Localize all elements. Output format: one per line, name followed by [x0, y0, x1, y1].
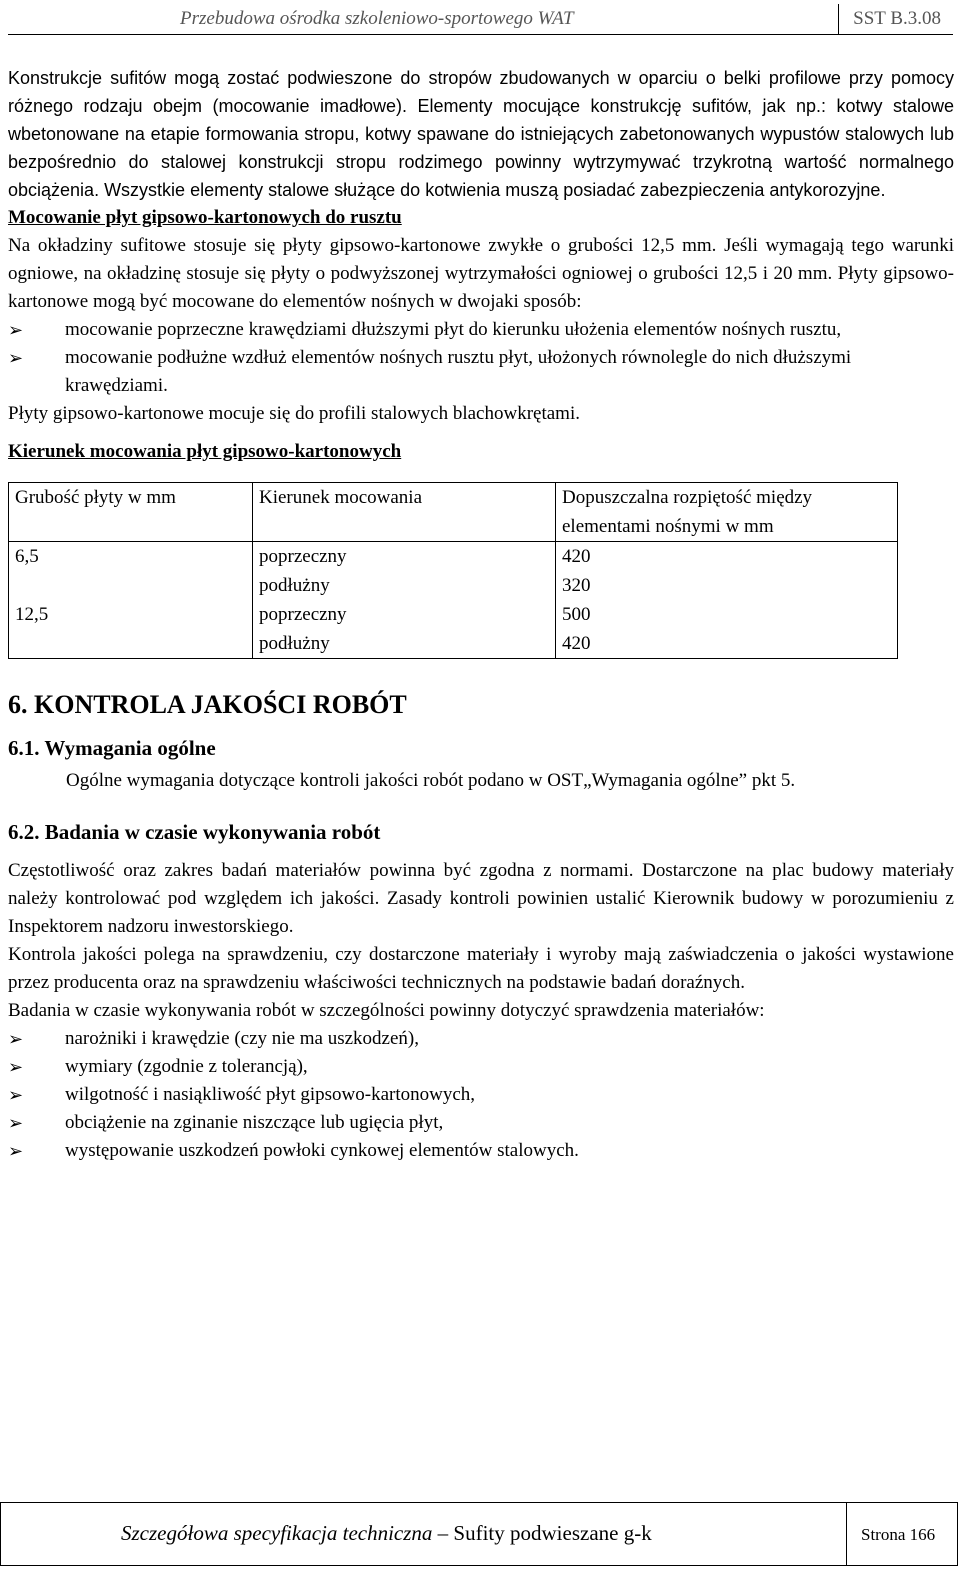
arrow-bullet-icon: ➢ — [8, 1057, 24, 1077]
arrow-bullet-icon: ➢ — [8, 1113, 24, 1133]
table-row: 6,5 poprzeczny 420 — [9, 542, 898, 572]
table-header-cell: Dopuszczalna rozpiętość między elementami nośnymi w mm — [556, 483, 898, 542]
table-header-cell: Grubość płyty w mm — [9, 483, 253, 542]
list-item: ➢ wilgotność i nasiąkliwość płyt gipsowo-kartonowych, — [8, 1081, 954, 1109]
list-item: ➢ mocowanie podłużne wzdłuż elementów nośnych rusztu płyt, ułożonych równolegle do nich dłuższymi krawędziami. — [8, 344, 954, 400]
table-header-row — [9, 483, 898, 542]
mounting-bullet-list — [8, 316, 954, 400]
intro-paragraph: Konstrukcje sufitów mogą zostać podwieszone do stropów zbudowanych w oparciu o belki profilowe przy pomocy różnego rodzaju obejm (mocowanie imadłowe). Elementy mocujące konstrukcję sufitów, jak np.: kotwy stalowe wbetonowane na etapie formowania stropu, kotwy spawane do istniejących zabetonowanych wypustów stalowych lub bezpośrednio do stalowej konstrukcji stropu rodzimego powinny wytrzymywać trzykrotną wartość normalnego obciążenia. Wszystkie elementy stalowe służące do kotwienia muszą posiadać zabezpieczenia antykorozyjne. — [8, 68, 954, 200]
section-6-2-paragraph-3: Badania w czasie wykonywania robót w szczególności powinny dotyczyć sprawdzenia materiałów: — [8, 1000, 765, 1021]
list-item: ➢ występowanie uszkodzeń powłoki cynkowej elementów stalowych. — [8, 1137, 954, 1165]
page-footer — [0, 1502, 958, 1566]
list-item: ➢ wymiary (zgodnie z tolerancją), — [8, 1053, 954, 1081]
mounting-direction-table — [8, 482, 898, 659]
arrow-bullet-icon: ➢ — [8, 348, 24, 368]
table-row: podłużny 320 — [9, 571, 898, 600]
section-6-1-text: Ogólne wymagania dotyczące kontroli jakości robót podano w OST„Wymagania ogólne” pkt 5. — [66, 770, 796, 791]
section-6-1-title: 6.1. Wymagania ogólne — [8, 736, 216, 760]
header-divider — [838, 4, 839, 34]
arrow-bullet-icon: ➢ — [8, 1085, 24, 1105]
arrow-bullet-icon: ➢ — [8, 1141, 24, 1161]
footer-title: Szczegółowa specyfikacja techniczna – Sufity podwieszane g-k — [121, 1521, 652, 1545]
document-title: Przebudowa ośrodka szkoleniowo-sportowego WAT — [180, 8, 574, 29]
table-row: 12,5 poprzeczny 500 — [9, 600, 898, 629]
section-title-direction: Kierunek mocowania płyt gipsowo-kartonowych — [8, 441, 402, 462]
footer-title-cell — [1, 1503, 847, 1565]
table-header-cell: Kierunek mocowania — [253, 483, 556, 542]
section-6-2-paragraph-1: Częstotliwość oraz zakres badań materiałów powinna być zgodna z normami. Dostarczone na plac budowy materiały należy kontrolować pod względem ich jakości. Zasady kontroli powinien ustalić Kierownik budowy w porozumieniu z Inspektorem nadzoru inwestorskiego. — [8, 860, 954, 937]
page-number: Strona 166 — [861, 1525, 936, 1544]
arrow-bullet-icon: ➢ — [8, 320, 24, 340]
table-row: podłużny 420 — [9, 629, 898, 659]
mounting-closing-paragraph: Płyty gipsowo-kartonowe mocuje się do profili stalowych blachowkrętami. — [8, 403, 580, 424]
page-header — [8, 4, 953, 35]
page-content — [8, 64, 954, 1165]
mounting-paragraph: Na okładziny sufitowe stosuje się płyty gipsowo-kartonowe zwykłe o grubości 12,5 mm. Jeśli wymagają tego warunki ogniowe, na okładzinę stosuje się płyty o podwyższonej wytrzymałości ogniowej o grubości 12,5 i 20 mm. Płyty gipsowo-kartonowe mogą być mocowane do elementów nośnych w dwojaki sposób: — [8, 235, 954, 312]
list-item: ➢ mocowanie poprzeczne krawędziami dłuższymi płyt do kierunku ułożenia elementów nośnych rusztu, — [8, 316, 954, 344]
chapter-6-title: 6. KONTROLA JAKOŚCI ROBÓT — [8, 690, 407, 719]
materials-bullet-list — [8, 1025, 954, 1165]
arrow-bullet-icon: ➢ — [8, 1029, 24, 1049]
section-6-2-title: 6.2. Badania w czasie wykonywania robót — [8, 820, 381, 844]
section-6-2-paragraph-2: Kontrola jakości polega na sprawdzeniu, czy dostarczone materiały i wyroby mają zaświadczenia o jakości wystawione przez producenta oraz na sprawdzeniu właściwości technicznych na podstawie badań doraźnych. — [8, 944, 954, 993]
spec-code: SST B.3.08 — [853, 8, 941, 29]
list-item: ➢ obciążenie na zginanie niszczące lub ugięcia płyt, — [8, 1109, 954, 1137]
section-title-mounting: Mocowanie płyt gipsowo-kartonowych do rusztu — [8, 207, 402, 228]
list-item: ➢ narożniki i krawędzie (czy nie ma uszkodzeń), — [8, 1025, 954, 1053]
